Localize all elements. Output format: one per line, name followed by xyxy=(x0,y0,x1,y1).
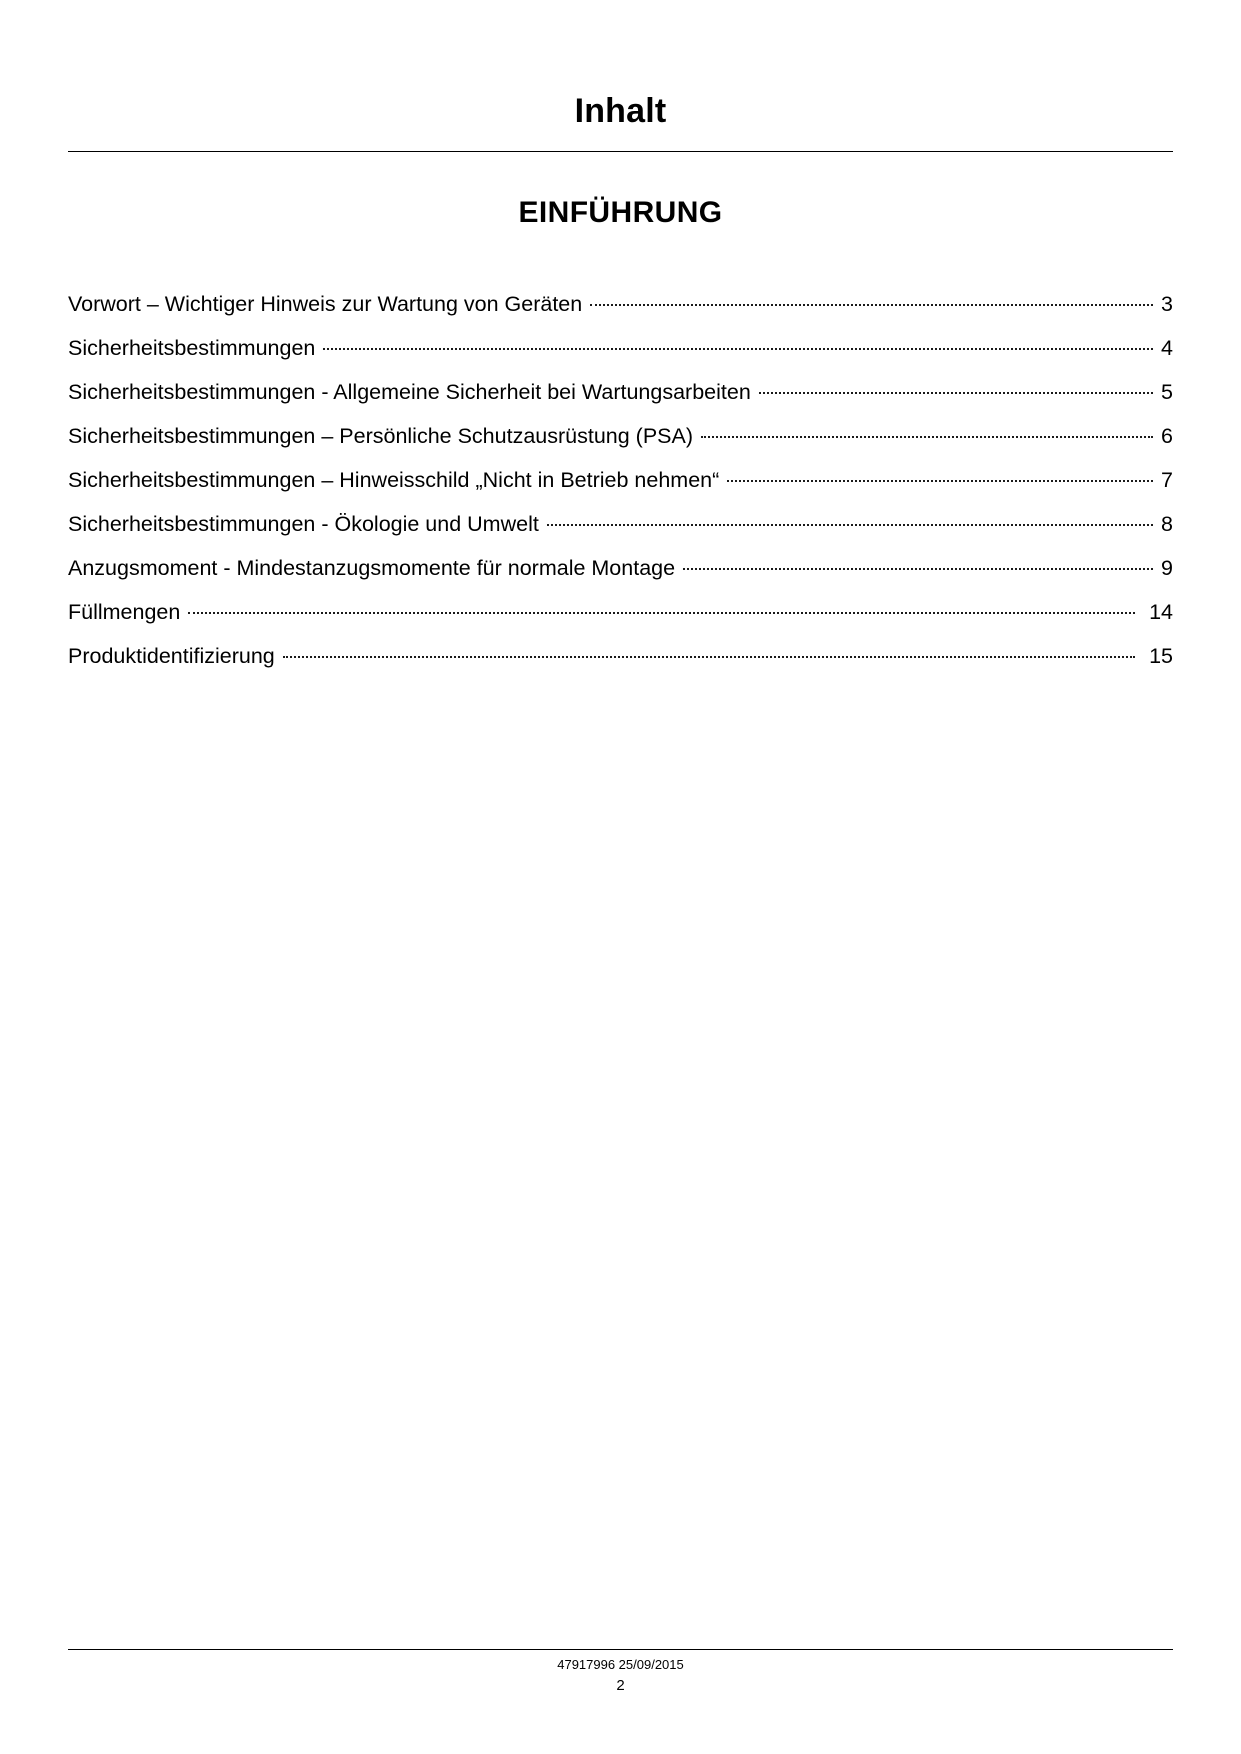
table-of-contents xyxy=(68,282,1173,678)
toc-entry[interactable] xyxy=(68,326,1173,370)
toc-entry-page: 5 xyxy=(1161,380,1173,405)
page-title: Inhalt xyxy=(574,92,667,130)
toc-entry-page: 4 xyxy=(1161,336,1173,361)
toc-entry-label: Sicherheitsbestimmungen - Ökologie und Umwelt xyxy=(68,512,539,537)
footer-document-code: 47917996 25/09/2015 xyxy=(557,1657,684,1673)
toc-entry[interactable] xyxy=(68,370,1173,414)
section-title: EINFÜHRUNG xyxy=(518,196,723,229)
toc-entry-label: Anzugsmoment - Mindestanzugsmomente für normale Montage xyxy=(68,556,676,581)
toc-entry-label: Produktidentifizierung xyxy=(68,644,275,669)
toc-entry[interactable] xyxy=(68,634,1173,678)
toc-leader-dots xyxy=(727,466,1153,488)
toc-entry-label: Sicherheitsbestimmungen - Allgemeine Sicherheit bei Wartungsarbeiten xyxy=(68,380,751,405)
toc-leader-dots xyxy=(323,334,1153,356)
toc-entry-page: 14 xyxy=(1149,600,1173,625)
toc-entry[interactable] xyxy=(68,458,1173,502)
toc-entry[interactable] xyxy=(68,282,1173,326)
toc-entry-page: 8 xyxy=(1161,512,1173,537)
toc-entry-page: 3 xyxy=(1161,292,1173,316)
toc-entry-label: Füllmengen xyxy=(68,600,181,625)
toc-entry[interactable] xyxy=(68,546,1173,590)
toc-leader-dots xyxy=(283,642,1135,664)
toc-leader-dots xyxy=(188,598,1135,620)
toc-entry-label: Sicherheitsbestimmungen – Persönliche Schutzausrüstung (PSA) xyxy=(68,424,694,449)
toc-entry[interactable] xyxy=(68,590,1173,634)
toc-entry-label: Sicherheitsbestimmungen xyxy=(68,336,316,361)
toc-leader-dots xyxy=(590,290,1153,312)
toc-entry-page: 7 xyxy=(1161,468,1173,493)
toc-entry-label: Sicherheitsbestimmungen – Hinweisschild „Nicht in Betrieb nehmen“ xyxy=(68,468,720,493)
toc-entry-page: 9 xyxy=(1161,556,1173,581)
page-footer xyxy=(68,1649,1173,1694)
toc-entry[interactable] xyxy=(68,502,1173,546)
toc-leader-dots xyxy=(701,422,1153,444)
toc-leader-dots xyxy=(547,510,1153,532)
footer-page-number: 2 xyxy=(616,1677,625,1694)
toc-entry-page: 6 xyxy=(1161,424,1173,449)
toc-leader-dots xyxy=(759,378,1153,400)
toc-entry[interactable] xyxy=(68,414,1173,458)
toc-entry-label: Vorwort – Wichtiger Hinweis zur Wartung von Geräten xyxy=(68,292,583,316)
toc-entry-page: 15 xyxy=(1149,644,1173,669)
toc-leader-dots xyxy=(683,554,1153,576)
